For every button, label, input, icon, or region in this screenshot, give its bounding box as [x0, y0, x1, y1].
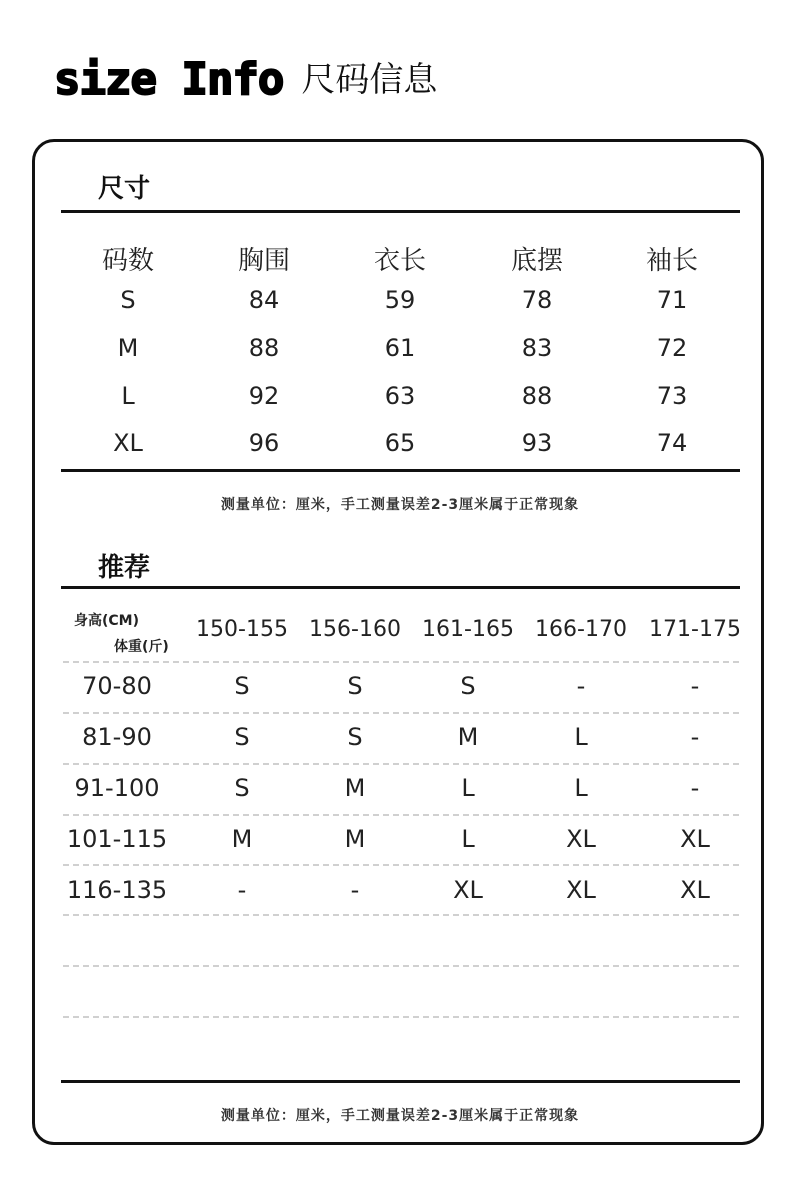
size-col-header: 衣长	[373, 246, 427, 276]
weight-row-label: 91-100	[74, 774, 160, 802]
size-cell: 96	[248, 429, 280, 457]
size-section-bottom-rule	[61, 469, 740, 472]
recommended-size-cell: XL	[680, 825, 710, 853]
page-title-cn: 尺码信息	[301, 60, 438, 100]
recommended-size-cell: XL	[566, 825, 596, 853]
size-cell: 74	[656, 429, 688, 457]
recommended-size-cell: -	[690, 774, 700, 802]
size-section-title: 尺寸	[98, 174, 151, 204]
row-divider	[63, 1016, 739, 1018]
size-col-header: 胸围	[237, 246, 291, 276]
weight-row-label: 101-115	[66, 825, 168, 853]
size-row-label: XL	[113, 429, 143, 457]
row-divider	[63, 814, 739, 816]
height-col-header: 150-155	[196, 617, 288, 642]
recommended-size-cell: L	[461, 825, 475, 853]
recommended-size-cell: L	[461, 774, 475, 802]
recommended-size-cell: L	[574, 723, 588, 751]
recommend-section-title: 推荐	[98, 553, 151, 583]
page-title-en: size Info	[54, 54, 284, 105]
row-divider	[63, 712, 739, 714]
size-section-top-rule	[61, 210, 740, 213]
size-cell: 61	[384, 334, 416, 362]
row-divider	[63, 763, 739, 765]
recommended-size-cell: S	[234, 672, 250, 700]
recommended-size-cell: -	[690, 672, 700, 700]
recommended-size-cell: S	[234, 723, 250, 751]
recommended-size-cell: M	[344, 774, 366, 802]
row-divider	[63, 864, 739, 866]
recommended-size-cell: XL	[566, 876, 596, 904]
size-col-header: 袖长	[645, 246, 699, 276]
recommend-section-top-rule	[61, 586, 740, 589]
recommended-size-cell: M	[344, 825, 366, 853]
recommended-size-cell: M	[231, 825, 253, 853]
size-row-label: S	[120, 286, 136, 314]
weight-row-label: 81-90	[82, 723, 152, 751]
recommended-size-cell: S	[234, 774, 250, 802]
size-cell: 65	[384, 429, 416, 457]
height-axis-label: 身高(CM)	[74, 613, 140, 629]
height-col-header: 166-170	[535, 617, 627, 642]
size-cell: 59	[384, 286, 416, 314]
recommended-size-cell: -	[350, 876, 360, 904]
size-cell: 73	[656, 382, 688, 410]
recommended-size-cell: S	[460, 672, 476, 700]
recommended-size-cell: -	[237, 876, 247, 904]
size-cell: 84	[248, 286, 280, 314]
size-cell: 63	[384, 382, 416, 410]
size-cell: 83	[521, 334, 553, 362]
row-divider	[63, 661, 739, 663]
height-col-header: 156-160	[309, 617, 401, 642]
recommended-size-cell: S	[347, 723, 363, 751]
recommended-size-cell: L	[574, 774, 588, 802]
size-cell: 93	[521, 429, 553, 457]
recommended-size-cell: XL	[453, 876, 483, 904]
size-cell: 88	[521, 382, 553, 410]
recommended-size-cell: -	[576, 672, 586, 700]
weight-row-label: 70-80	[82, 672, 152, 700]
weight-row-label: 116-135	[66, 876, 168, 904]
size-row-label: M	[117, 334, 139, 362]
size-cell: 72	[656, 334, 688, 362]
recommend-section-bottom-rule	[61, 1080, 740, 1083]
size-cell: 78	[521, 286, 553, 314]
page-header	[54, 55, 437, 105]
recommended-size-cell: -	[690, 723, 700, 751]
row-divider	[63, 914, 739, 916]
recommended-size-cell: XL	[680, 876, 710, 904]
size-col-header: 底摆	[510, 246, 564, 276]
recommended-size-cell: S	[347, 672, 363, 700]
size-cell: 71	[656, 286, 688, 314]
height-col-header: 171-175	[649, 617, 741, 642]
row-divider	[63, 965, 739, 967]
size-row-label: L	[121, 382, 135, 410]
weight-axis-label: 体重(斤)	[114, 639, 169, 655]
recommended-size-cell: M	[457, 723, 479, 751]
size-col-header: 码数	[101, 246, 155, 276]
size-cell: 92	[248, 382, 280, 410]
size-measurement-note: 测量单位：厘米，手工测量误差2-3厘米属于正常现象	[220, 497, 580, 513]
recommend-measurement-note: 测量单位：厘米，手工测量误差2-3厘米属于正常现象	[220, 1108, 580, 1124]
size-cell: 88	[248, 334, 280, 362]
height-col-header: 161-165	[422, 617, 514, 642]
